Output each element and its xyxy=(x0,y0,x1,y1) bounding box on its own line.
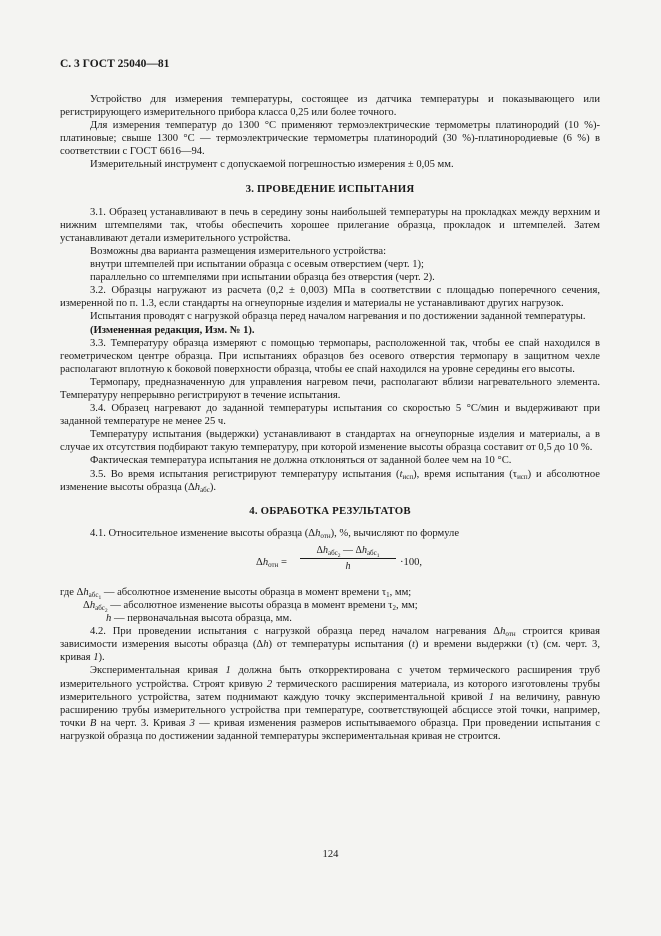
load-paragraph: Испытания проводят с нагрузкой образца перед началом нагревания и по достижении заданной температуры. xyxy=(90,311,586,323)
definition-h-abs-1: где $\Delta h_{абс_1}$ — абсолютное изменение высоты образца в момент времени $\tau_1$, мм; xyxy=(60,586,412,601)
intro-paragraph-3: Измерительный инструмент с допускаемой погрешностью измерения ± 0,05 мм. xyxy=(90,159,454,171)
formula-fraction xyxy=(300,544,396,573)
clause-3-5: 3.5. Во время испытания регистрируют температуру испытания $(t_{исп})$, время испытания $(\tau_{исп})$ и абсолютное изменение высоты образца $(\Delta h_{абс})$. xyxy=(60,468,600,494)
clause-4-2: 4.2. При проведении испытания с нагрузкой образца перед началом нагревания $\Delta h_{отн}$ строится кривая зависимости измерения высоты образца (Δh) от температуры испытания (t) и времени выдержки (τ) (см. черт. 3, кривая 1). xyxy=(60,626,601,664)
page-number: 124 xyxy=(322,849,339,860)
thermocouple-paragraph: Термопару, предназначенную для управления нагревом печи, располагают вблизи нагревательного элемента. Температуру непрерывно регистрируют в течение испытания. xyxy=(60,376,600,401)
formula-rhs: ·100, xyxy=(400,556,423,568)
deviation-paragraph: Фактическая температура испытания не должна отклоняться от заданной более чем на 10 °С. xyxy=(90,455,512,467)
section-3-title: 3. ПРОВЕДЕНИЕ ИСПЫТАНИЯ xyxy=(245,182,415,195)
placement-variant-2: параллельно со штемпелями при испытании образца без отверстия (черт. 2). xyxy=(90,272,435,284)
relative-change-formula xyxy=(60,544,600,582)
definition-h-abs-2: $\Delta h_{абс_2}$ — абсолютное изменение высоты образца в момент времени $\tau_2$, мм; xyxy=(83,600,418,614)
hold-temperature-paragraph: Температуру испытания (выдержки) устанавливают в стандартах на огнеупорные изделия и материалы, а в случае их отсутствия подбирают такую температуру, при которой изменение высоты образца составит от 0,5 до 10 %. xyxy=(60,429,600,454)
clause-3-4: 3.4. Образец нагревают до заданной температуры испытания со скоростью 5 °С/мин и выдерживают при заданной температуре не менее 25 ч. xyxy=(60,403,600,428)
placement-variant-1: внутри штемпелей при испытании образца с осевым отверстием (черт. 1); xyxy=(90,259,424,271)
clause-4-1: 4.1. Относительное изменение высоты образца $(\Delta h_{отн})$, %, вычисляют по формуле xyxy=(90,527,460,540)
formula-denominator: h xyxy=(345,561,351,572)
placement-variants: Возможны два варианта размещения измерительного устройства: xyxy=(90,245,387,257)
intro-paragraph-1: Устройство для измерения температуры, состоящее из датчика температуры и показывающего или регистрирующего измерительного прибора класса 0,25 или более точного. xyxy=(60,94,600,119)
page-content xyxy=(60,93,600,743)
page-header: С. 3 ГОСТ 25040—81 xyxy=(60,58,170,70)
definition-h: h — первоначальная высота образца, мм. xyxy=(106,613,292,625)
intro-paragraph-2: Для измерения температур до 1300 °С применяют термоэлектрические термометры платинородий (10 %)-платиновые; свыше 1300 °С — термоэлектрические термометры платинородий (30 %)-платинородиевые (6 %) в соответствии с ГОСТ 6616—94. xyxy=(60,120,600,158)
section-4-title: 4. ОБРАБОТКА РЕЗУЛЬТАТОВ xyxy=(249,504,411,517)
formula-lhs: $\Delta h_{отн}$ = xyxy=(256,556,287,569)
amendment-note: (Измененная редакция, Изм. № 1). xyxy=(90,324,255,336)
clause-3-2: 3.2. Образцы нагружают из расчета (0,2 ± 0,003) МПа в соответствии с площадью поперечного сечения, измеренной по п. 1.3, если стандарты на огнеупорные изделия и материалы не устанавливают других нагрузок. xyxy=(60,285,600,310)
clause-3-1: 3.1. Образец устанавливают в печь в середину зоны наибольшей температуры на прокладках между верхним и нижним штемпелями так, чтобы обеспечить хорошее прилегание образца, прокладок и штемпелей. Затем устанавливают детали измерительного устройства. xyxy=(60,206,600,244)
formula-numerator: $\Delta h_{абс_2}$ — $\Delta h_{абс_1}$ xyxy=(316,544,380,559)
clause-3-3: 3.3. Температуру образца измеряют с помощью термопары, расположенной так, чтобы ее спай находился в геометрическом центре образца. При испытаниях образцов без осевого отверстия термопару в защитном чехле располагают вплотную к боковой поверхности образца, чтобы ее спай находился на уровне середины его высоты. xyxy=(60,337,600,375)
experimental-curve-paragraph: Экспериментальная кривая 1 должна быть откорректирована с учетом термического расширения труб измерительного устройства. Строят кривую 2 термического расширения материала, из которого изготовлены трубы измерительного устройства, затем поднимают каждую точку экспериментальной кривой 1 на величину, равную расширению трубы измерительного устройства при температуре, соответствующей абсциссе этой точки, например, точки В на черт. 3. Кривая 3 — кривая изменения размеров испытываемого образца. При проведении испытания с нагрузкой образца по достижении заданной температуры экспериментальная кривая не строится. xyxy=(60,665,601,742)
